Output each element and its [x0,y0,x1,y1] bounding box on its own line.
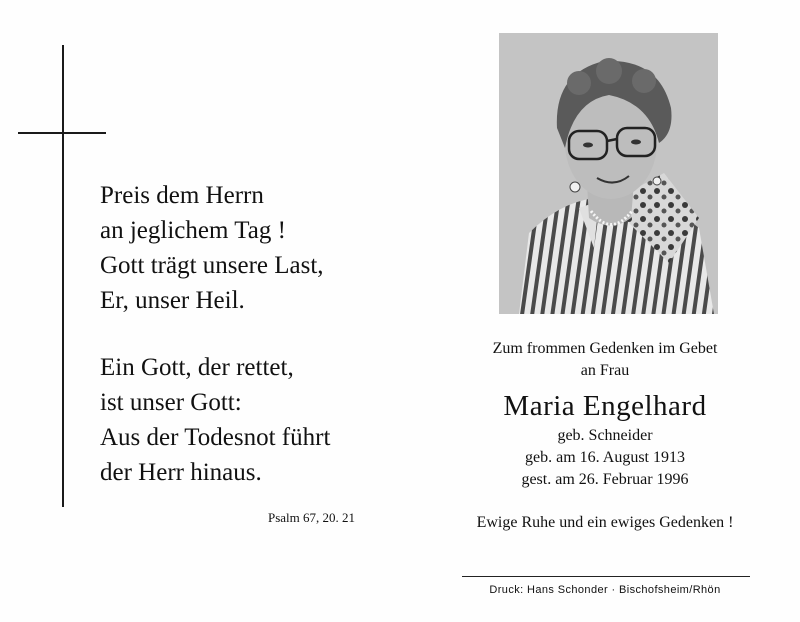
verse-line: ist unser Gott: [100,389,242,416]
cross-icon-bar [18,132,106,134]
verse-line: der Herr hinaus. [100,459,262,486]
intro-line-2: an Frau [580,362,630,379]
verse-line: Gott trägt unsere Last, [100,252,324,279]
divider [462,576,750,577]
printer-credit: Druck: Hans Schonder · Bischofsheim/Rhön [489,584,721,596]
verse-stanza-1 [100,178,324,318]
verse-stanza-2 [100,350,330,490]
verse-line: Preis dem Herrn [100,182,264,209]
maiden-name: geb. Schneider [557,427,653,444]
portrait-photo [499,33,718,314]
verse-line: Er, unser Heil. [100,287,245,314]
deceased-name: Maria Engelhard [503,390,707,422]
intro-line: Zum frommen Gedenken im Gebet [492,340,718,357]
cross-icon [62,45,64,507]
birth-date: geb. am 16. August 1913 [525,449,685,466]
verse-line: an jeglichem Tag ! [100,217,286,244]
verse-line: Ein Gott, der rettet, [100,354,294,381]
death-date: gest. am 26. Februar 1996 [521,471,689,488]
closing-prayer: Ewige Ruhe und ein ewiges Gedenken ! [476,514,734,531]
verse-line: Aus der Todesnot führt [100,424,331,451]
psalm-reference: Psalm 67, 20. 21 [268,510,356,525]
